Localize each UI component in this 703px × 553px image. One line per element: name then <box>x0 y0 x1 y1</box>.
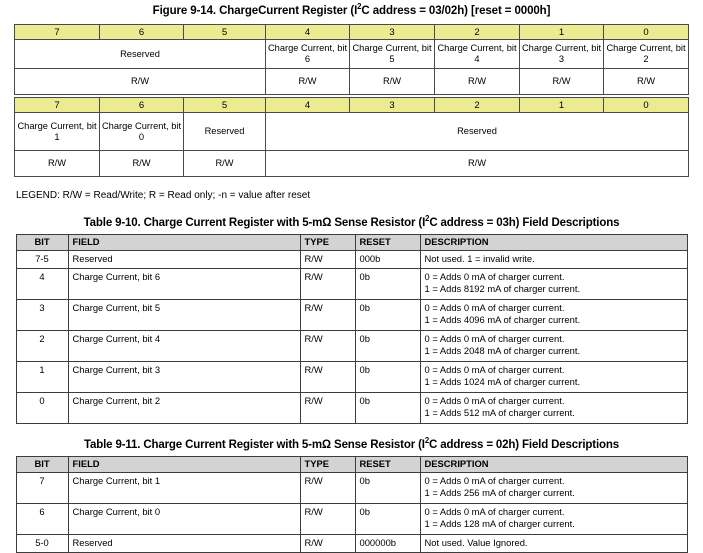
cell-description <box>420 251 687 269</box>
bit-access-cell: R/W <box>15 69 266 95</box>
cell-field: Charge Current, bit 2 <box>68 393 300 424</box>
bit-number-cell: 4 <box>266 98 350 113</box>
column-header-bit: BIT <box>16 457 68 473</box>
description-line: 0 = Adds 0 mA of charger current. <box>424 302 565 313</box>
cell-bit: 6 <box>16 504 68 535</box>
cell-field: Charge Current, bit 3 <box>68 362 300 393</box>
cell-description <box>420 504 687 535</box>
bit-field-cell: Charge Current, bit 6 <box>266 40 350 69</box>
table-row <box>16 251 687 269</box>
description-line: Not used. Value Ignored. <box>424 537 528 548</box>
table-9-10 <box>16 234 688 424</box>
column-header-bit: BIT <box>16 235 68 251</box>
cell-reset: 0b <box>355 473 420 504</box>
cell-reset: 0b <box>355 269 420 300</box>
cell-type: R/W <box>300 331 355 362</box>
table-row <box>16 473 687 504</box>
cell-description <box>420 269 687 300</box>
table-header-row <box>16 457 687 473</box>
bit-field-row <box>15 113 689 151</box>
column-header-description: DESCRIPTION <box>420 235 687 251</box>
bit-number-cell: 7 <box>15 25 100 40</box>
bit-number-cell: 5 <box>184 25 266 40</box>
column-header-field: FIELD <box>68 457 300 473</box>
bit-number-cell: 6 <box>100 98 184 113</box>
bit-access-cell: R/W <box>15 151 100 177</box>
register-map-block-2 <box>14 97 689 177</box>
cell-type: R/W <box>300 362 355 393</box>
bit-number-row <box>15 25 689 40</box>
bit-number-cell: 7 <box>15 98 100 113</box>
bit-number-cell: 5 <box>184 98 266 113</box>
bit-access-cell: R/W <box>266 151 689 177</box>
description-line: 0 = Adds 0 mA of charger current. <box>424 333 565 344</box>
figure-caption-suffix: C address = 03/02h) [reset = 0000h] <box>361 5 551 17</box>
cell-reset: 000b <box>355 251 420 269</box>
register-map-block-1 <box>14 24 689 95</box>
cell-reset: 0b <box>355 504 420 535</box>
table-row <box>16 535 687 553</box>
description-line: 1 = Adds 1024 mA of charger current. <box>424 375 581 387</box>
cell-field: Charge Current, bit 5 <box>68 300 300 331</box>
table-9-11-caption-superscript: 2 <box>424 436 430 446</box>
table-9-11 <box>16 456 688 553</box>
cell-type: R/W <box>300 300 355 331</box>
cell-field: Charge Current, bit 4 <box>68 331 300 362</box>
bit-number-cell: 4 <box>266 25 350 40</box>
description-line: 1 = Adds 8192 mA of charger current. <box>424 282 581 294</box>
bit-access-cell: R/W <box>350 69 435 95</box>
bit-number-cell: 2 <box>435 25 520 40</box>
bit-access-cell: R/W <box>100 151 184 177</box>
table-row <box>16 331 687 362</box>
cell-type: R/W <box>300 251 355 269</box>
description-line: 1 = Adds 128 mA of charger current. <box>424 517 575 529</box>
table-9-10-caption <box>0 216 703 230</box>
description-line: 1 = Adds 256 mA of charger current. <box>424 486 575 498</box>
bit-field-cell: Charge Current, bit 2 <box>604 40 689 69</box>
description-line: Not used. 1 = invalid write. <box>424 253 535 264</box>
bit-number-cell: 1 <box>520 25 604 40</box>
bit-access-row <box>15 151 689 177</box>
bit-field-cell: Reserved <box>184 113 266 151</box>
bit-number-cell: 6 <box>100 25 184 40</box>
cell-description <box>420 362 687 393</box>
cell-type: R/W <box>300 535 355 553</box>
column-header-type: TYPE <box>300 457 355 473</box>
figure-caption-superscript: 2 <box>357 2 362 12</box>
bit-number-cell: 0 <box>604 25 689 40</box>
description-line: 1 = Adds 2048 mA of charger current. <box>424 344 581 356</box>
table-9-10-caption-prefix: Table 9-10. Charge Current Register with 5-mΩ Sense Resistor (I <box>83 217 426 229</box>
cell-type: R/W <box>300 269 355 300</box>
bit-number-cell: 2 <box>435 98 520 113</box>
bit-field-cell: Charge Current, bit 0 <box>100 113 184 151</box>
table-row <box>16 300 687 331</box>
bit-field-cell: Reserved <box>15 40 266 69</box>
bit-field-cell: Charge Current, bit 5 <box>350 40 435 69</box>
table-row <box>16 269 687 300</box>
cell-bit: 7-5 <box>16 251 68 269</box>
bit-access-cell: R/W <box>435 69 520 95</box>
bit-field-row <box>15 40 689 69</box>
cell-bit: 4 <box>16 269 68 300</box>
figure-caption <box>0 0 703 18</box>
column-header-reset: RESET <box>355 235 420 251</box>
description-line: 1 = Adds 4096 mA of charger current. <box>424 313 581 325</box>
bit-number-row <box>15 98 689 113</box>
table-9-11-caption-suffix: C address = 02h) Field Descriptions <box>429 439 620 451</box>
cell-reset: 0b <box>355 362 420 393</box>
bit-number-cell: 3 <box>350 25 435 40</box>
description-line: 0 = Adds 0 mA of charger current. <box>424 506 565 517</box>
column-header-type: TYPE <box>300 235 355 251</box>
table-9-11-caption <box>0 438 703 452</box>
bit-number-cell: 0 <box>604 98 689 113</box>
cell-type: R/W <box>300 473 355 504</box>
description-line: 0 = Adds 0 mA of charger current. <box>424 364 565 375</box>
cell-bit: 1 <box>16 362 68 393</box>
bit-field-cell: Charge Current, bit 1 <box>15 113 100 151</box>
cell-description <box>420 331 687 362</box>
cell-field: Charge Current, bit 1 <box>68 473 300 504</box>
cell-description <box>420 473 687 504</box>
figure-caption-prefix: Figure 9-14. ChargeCurrent Register (I <box>152 5 358 17</box>
cell-reset: 000000b <box>355 535 420 553</box>
table-row <box>16 362 687 393</box>
description-line: 0 = Adds 0 mA of charger current. <box>424 475 565 486</box>
bit-access-row <box>15 69 689 95</box>
column-header-description: DESCRIPTION <box>420 457 687 473</box>
cell-description <box>420 300 687 331</box>
cell-type: R/W <box>300 393 355 424</box>
bit-field-cell: Charge Current, bit 3 <box>520 40 604 69</box>
cell-bit: 2 <box>16 331 68 362</box>
cell-field: Charge Current, bit 6 <box>68 269 300 300</box>
cell-description <box>420 393 687 424</box>
cell-reset: 0b <box>355 393 420 424</box>
table-9-10-caption-superscript: 2 <box>425 214 430 224</box>
cell-field: Reserved <box>68 535 300 553</box>
cell-type: R/W <box>300 504 355 535</box>
bit-number-cell: 3 <box>350 98 435 113</box>
cell-bit: 3 <box>16 300 68 331</box>
table-9-11-caption-prefix: Table 9-11. Charge Current Register with 5-mΩ Sense Resistor (I <box>83 439 425 451</box>
cell-bit: 5-0 <box>16 535 68 553</box>
cell-bit: 0 <box>16 393 68 424</box>
bit-access-cell: R/W <box>266 69 350 95</box>
legend-text: LEGEND: R/W = Read/Write; R = Read only; -n = value after reset <box>16 190 311 201</box>
table-row <box>16 393 687 424</box>
cell-bit: 7 <box>16 473 68 504</box>
cell-reset: 0b <box>355 331 420 362</box>
table-9-10-caption-suffix: C address = 03h) Field Descriptions <box>429 217 620 229</box>
cell-description <box>420 535 687 553</box>
description-line: 1 = Adds 512 mA of charger current. <box>424 406 575 418</box>
table-row <box>16 504 687 535</box>
cell-field: Reserved <box>68 251 300 269</box>
cell-field: Charge Current, bit 0 <box>68 504 300 535</box>
cell-reset: 0b <box>355 300 420 331</box>
column-header-reset: RESET <box>355 457 420 473</box>
bit-access-cell: R/W <box>184 151 266 177</box>
table-header-row <box>16 235 687 251</box>
bit-field-cell: Reserved <box>266 113 689 151</box>
bit-number-cell: 1 <box>520 98 604 113</box>
bit-access-cell: R/W <box>520 69 604 95</box>
column-header-field: FIELD <box>68 235 300 251</box>
bit-access-cell: R/W <box>604 69 689 95</box>
description-line: 0 = Adds 0 mA of charger current. <box>424 395 565 406</box>
bit-field-cell: Charge Current, bit 4 <box>435 40 520 69</box>
description-line: 0 = Adds 0 mA of charger current. <box>424 271 565 282</box>
